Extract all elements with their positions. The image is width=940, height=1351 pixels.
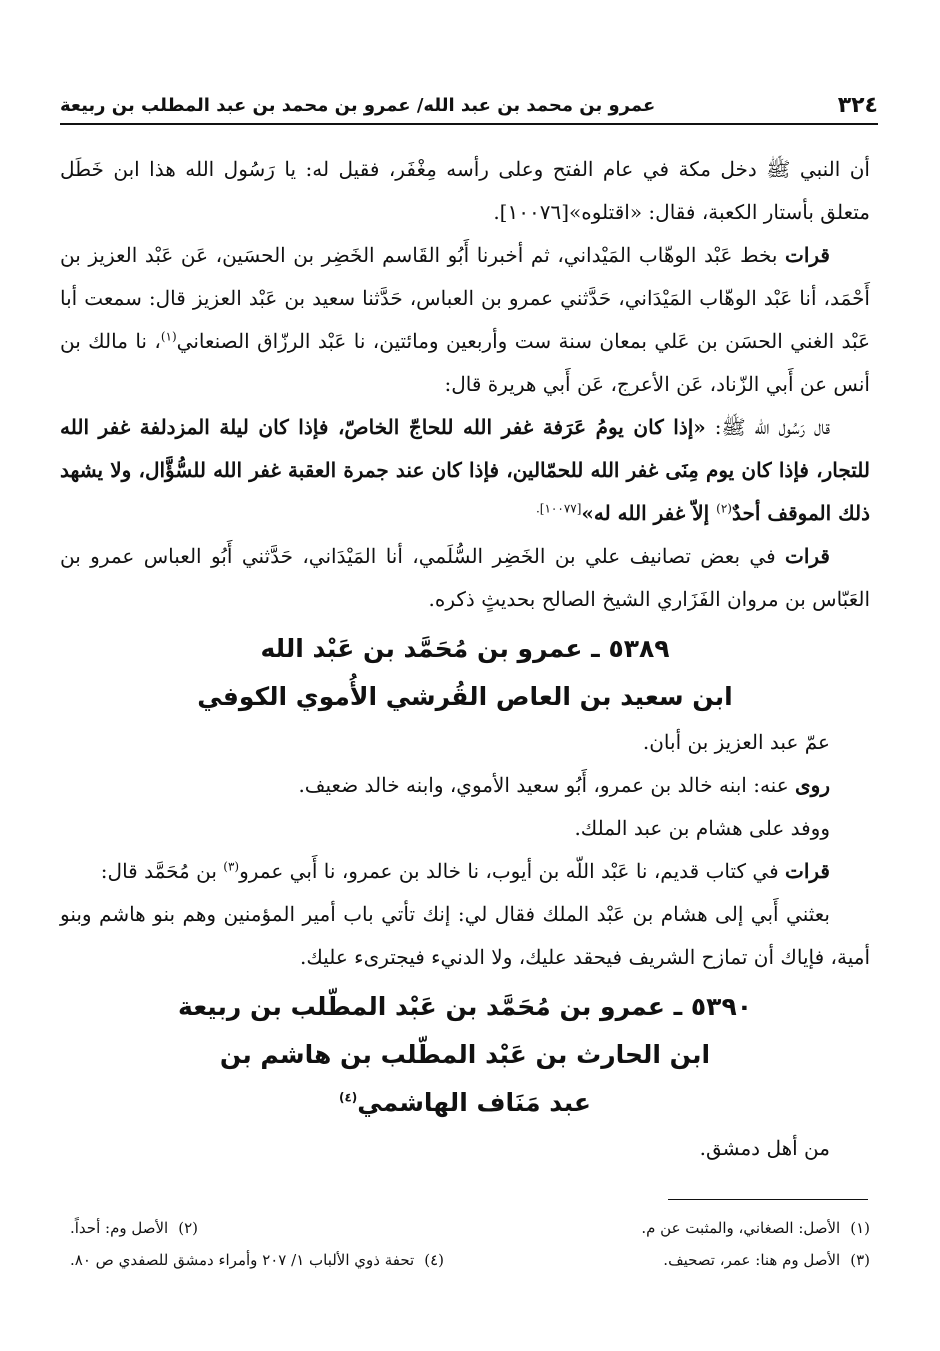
paragraph-1 [60, 148, 870, 234]
footnote-4 [70, 1244, 444, 1276]
paragraph-3-hadith [60, 406, 870, 535]
footnote-3 [663, 1244, 870, 1276]
footnote-ref-1: (١) [160, 329, 177, 344]
paragraph-text: في بعض تصانيف علي بن الخَضِر السُّلَمي، أنا المَيْدَاني، حَدَّثني أَبُو العباس عمرو بن العَبّاس بن مروان الفَزَاري الشيخ الصالح بحديثٍ ذكره. [60, 544, 870, 611]
running-title: عمرو بن محمد بن عبد الله/ عمرو بن محمد بن عبد المطلب بن ربيعة [60, 94, 656, 116]
paragraph-text: من أهل دمشق. [699, 1136, 830, 1160]
keyword-qarat: قرات [785, 859, 830, 883]
page-number: ٣٢٤ [837, 92, 878, 118]
footnote-ref-2: (٢) [716, 501, 732, 516]
paragraph-4 [60, 535, 870, 621]
footnote-ref-3: (٣) [223, 859, 240, 874]
paragraph-text: بن مُحَمَّد قال: [100, 859, 224, 883]
footnote-text: الأصل وم: أحداً. [70, 1219, 169, 1237]
hadith-intro: قال رَسُول الله ﷺ: [705, 415, 830, 439]
paragraph-text: في كتاب قديم، نا عَبْد اللّه بن أيوب، نا خالد بن عمرو، نا أَبي عمرو [239, 859, 786, 883]
keyword-rawa: روى [795, 773, 830, 797]
footnote-row [70, 1212, 870, 1244]
footnote-text: الأصل: الصغاني، والمثبت عن م. [641, 1219, 841, 1237]
entry-heading-5389 [60, 625, 870, 721]
paragraph-text: ، نا مالك بن أنس عن أَبي الزّناد، عَن الأعرج، عَن أَبي هريرة قال: [60, 329, 870, 396]
entry-5389-line-2 [60, 764, 870, 807]
entry-5389-line-1 [60, 721, 870, 764]
footnotes [70, 1212, 870, 1276]
footnote-number: (٢) [178, 1219, 198, 1237]
paragraph-2 [60, 234, 870, 406]
running-head [60, 88, 878, 122]
entry-5389-line-3 [60, 807, 870, 850]
entry-heading-line: ابن الحارث بن عَبْد المطّلب بن هاشم بن [219, 1040, 711, 1069]
entry-heading-text: عبد مَنَاف الهاشمي [357, 1088, 592, 1117]
paragraph-text: عنه: ابنه خالد بن عمرو، أَبُو سعيد الأموي، وابنه خالد ضعيف. [298, 773, 796, 797]
footnote-divider [668, 1199, 868, 1200]
footnote-number: (١) [850, 1219, 870, 1237]
entry-5390-line-1 [60, 1127, 870, 1170]
entry-heading-line: ٥٣٩٠ ـ عمرو بن مُحَمَّد بن عَبْد المطّلب بن ربيعة [178, 992, 752, 1021]
entry-heading-5390 [60, 983, 870, 1127]
entry-heading-line [60, 1079, 870, 1127]
paragraph-text: أن النبي ﷺ دخل مكة في عام الفتح وعلى رأسه مِغْفَر، فقيل له: يا رَسُول الله هذا ابن خَطَل متعلق بأستار الكعبة، فقال: «اقتلوه»[١٠٠٧٦]. [60, 157, 870, 224]
paragraph-text: بخط عَبْد الوهّاب المَيْداني، ثم أخبرنا أَبُو القَاسم الخَضِر بن الحسَين، عَن عَبْد العزيز بن أَحْمَد، أنا عَبْد الوهّاب المَيْدَاني، حَدَّثني عمرو بن العباس، حَدَّثنا سعيد بن عَبْد العزيز قال: سمعت أبا عَبْد الغني الحسَن بن عَلي بمعان سنة ست وأربعين ومائتين، نا عَبْد الرزّاق الصنعاني [60, 243, 871, 353]
paragraph-text: بعثني أَبي إلى هشام بن عَبْد الملك فقال لي: إنك تأتي باب أمير المؤمنين وهم بنو هاشم وبنو أمية، فإياك أن تمازح الشريف فيحقد عليك، ولا الدنيء فيجترىء عليك. [60, 902, 870, 969]
entry-5389-line-5 [60, 893, 870, 979]
entry-heading-line: ٥٣٨٩ ـ عمرو بن مُحَمَّد بن عَبْد الله [260, 634, 670, 663]
footnote-text: تحفة ذوي الألباب ١/ ٢٠٧ وأمراء دمشق للصفدي ص ٨٠. [70, 1251, 415, 1269]
keyword-qarat: قرات [785, 544, 830, 568]
footnote-ref-4: (٤) [338, 1090, 358, 1105]
footnote-2 [70, 1212, 198, 1244]
main-text [60, 148, 870, 1170]
footnote-row [70, 1244, 870, 1276]
entry-heading-line: ابن سعيد بن العاص القُرشي الأُموي الكوفي [197, 682, 733, 711]
footnote-text: الأصل وم هنا: عمر، تصحيف. [663, 1251, 841, 1269]
footnote-number: (٣) [850, 1251, 870, 1269]
hadith-text-end: إلاّ غفر الله له» [581, 501, 717, 525]
keyword-qarat: قرات [785, 243, 830, 267]
entry-5389-line-4 [60, 850, 870, 893]
hadith-reference: [١٠٠٧٧]. [535, 501, 582, 516]
footnote-1 [641, 1212, 870, 1244]
paragraph-text: عمّ عبد العزيز بن أبان. [642, 730, 830, 754]
footnote-number: (٤) [424, 1251, 444, 1269]
hadith-text: «إذا كان يومُ عَرَفة غفر الله للحاجّ الخاصّ، فإذا كان ليلة المزدلفة غفر الله للتجار، فإذا كان يوم مِنَى غفر الله للحمّالين، فإذا كان عند جمرة العقبة غفر الله للسُّؤَّال، ولا يشهد ذلك الموقف أحدٌ [60, 415, 870, 525]
paragraph-text: ووفد على هشام بن عبد الملك. [574, 816, 830, 840]
header-divider [60, 123, 878, 125]
